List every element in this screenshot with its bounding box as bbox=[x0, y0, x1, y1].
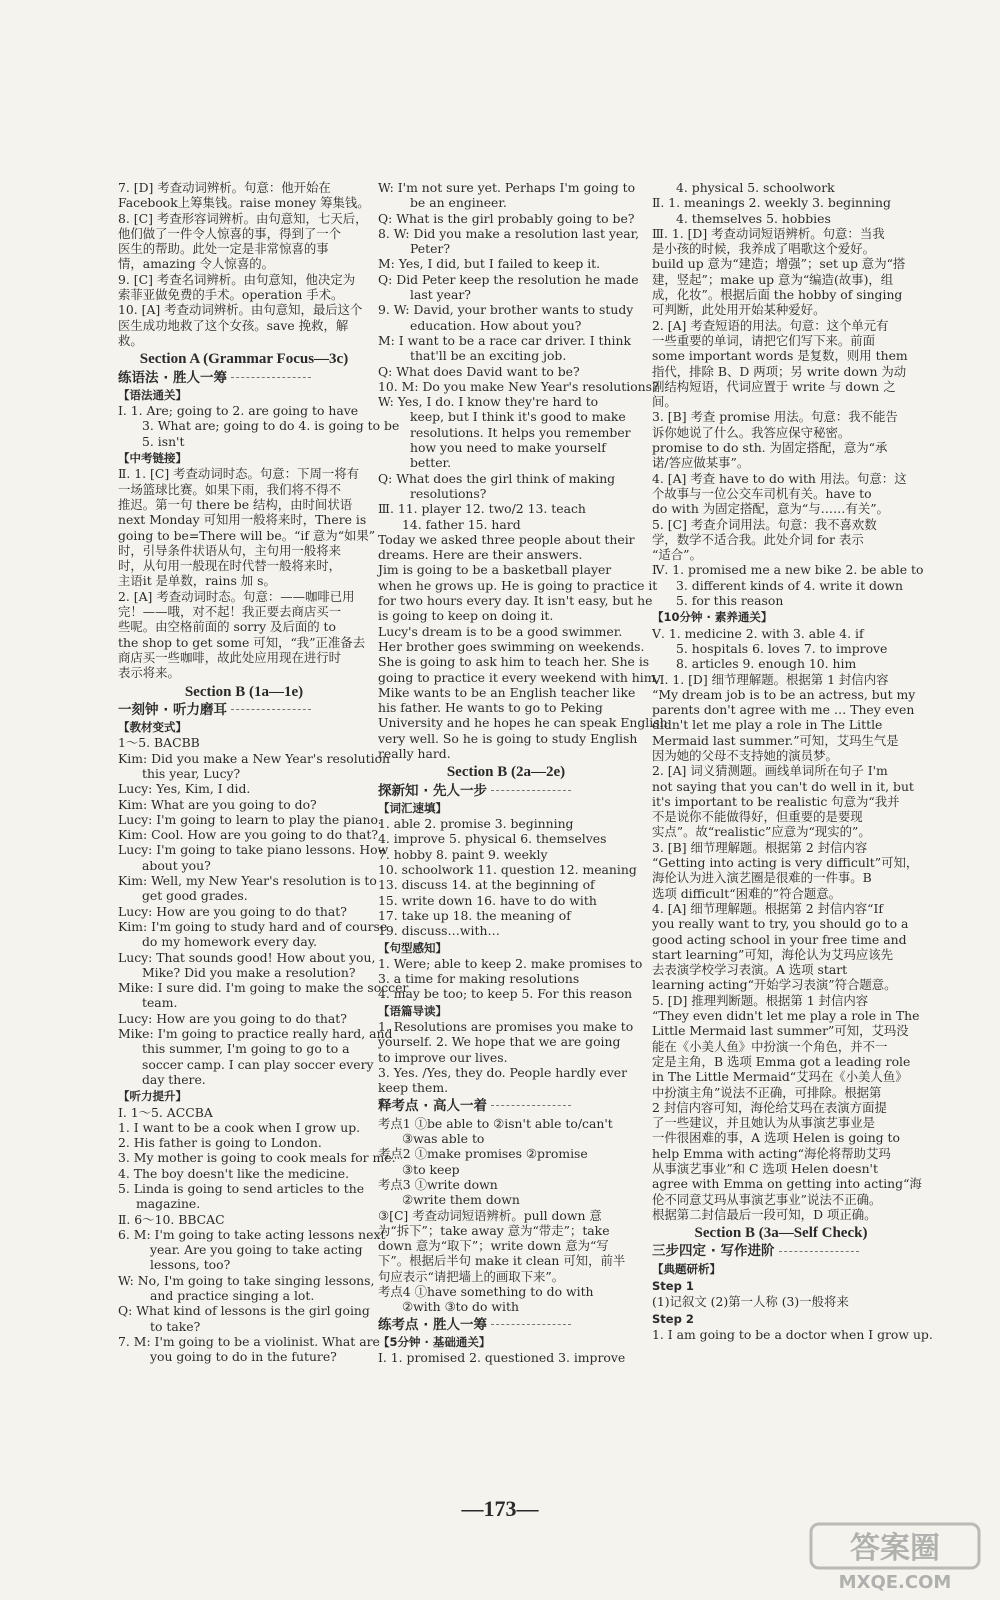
subsection-heading: 释考点 · 高人一着 bbox=[378, 1099, 634, 1114]
watermark-logo bbox=[805, 1518, 985, 1594]
text-line: and practice singing a lot. bbox=[150, 1288, 315, 1304]
text-line: the shop to get some 可知，“我”正准备去 bbox=[118, 634, 366, 650]
text-line: Mike: I sure did. I'm going to make the soccer bbox=[118, 980, 409, 996]
text-line: Jim is going to be a basketball player bbox=[378, 562, 612, 578]
text-line: Kim: Well, my New Year's resolution is to bbox=[118, 873, 377, 889]
text-line: 9. [C] 考查名词辨析。由句意知，他决定为 bbox=[118, 271, 356, 287]
text-line: 1. Were; able to keep 2. make promises to bbox=[378, 955, 643, 971]
text-line: 1. I want to be a cook when I grow up. bbox=[118, 1119, 361, 1135]
text-line: not saying that you can't do well in it, but bbox=[652, 778, 914, 794]
text-line: 可判断，此处用开始某种爱好。 bbox=[652, 302, 826, 318]
text-line: Facebook上筹集钱。raise money 筹集钱。 bbox=[118, 195, 370, 211]
text-line: 建，竖起”；make up 意为“编造(故事)，组 bbox=[652, 271, 894, 287]
text-line: last year? bbox=[410, 287, 471, 303]
text-line: 5. hospitals 6. loves 7. to improve bbox=[676, 640, 888, 656]
text-line: 推迟。第一句 there be 结构，由时间状语 bbox=[118, 496, 353, 512]
text-line: Lucy: I'm going to learn to play the piano. bbox=[118, 811, 382, 827]
text-line: Lucy: How are you going to do that? bbox=[118, 903, 347, 919]
text-line: “My dream job is to be an actress, but my bbox=[652, 686, 916, 702]
text-line: Lucy: I'm going to take piano lessons. How bbox=[118, 842, 389, 858]
text-line: Little Mermaid last summer”可知，艾玛没 bbox=[652, 1023, 909, 1039]
section-heading: Section B (1a—1e) bbox=[184, 683, 304, 700]
text-line: 诺/答应做某事”。 bbox=[652, 455, 750, 471]
column-middle bbox=[378, 180, 668, 1366]
text-line: 4. The boy doesn't like the medicine. bbox=[118, 1165, 350, 1181]
text-line: ③[C] 考查动词短语辨析。pull down 意 bbox=[378, 1207, 602, 1223]
text-line: 5. isn't bbox=[142, 433, 185, 449]
text-line: 救。 bbox=[118, 332, 143, 348]
text-line: 指代，排除 B、D 两项；另 write down 为动 bbox=[652, 363, 907, 379]
heading-rule bbox=[491, 790, 571, 791]
part-label: 【句型感知】 bbox=[378, 940, 447, 955]
text-line: Kim: Did you make a New Year's resolution bbox=[118, 750, 391, 766]
text-line: 1. Resolutions are promises you make to bbox=[378, 1019, 634, 1035]
text-line: 4. improve 5. physical 6. themselves bbox=[378, 831, 607, 847]
text-line: 定是主角，B 选项 Emma got a leading role bbox=[652, 1053, 911, 1069]
text-line: Lucy: That sounds good! How about you, bbox=[118, 949, 376, 965]
text-line: 17. take up 18. the meaning of bbox=[378, 907, 571, 923]
text-line: 1. I am going to be a doctor when I grow up. bbox=[652, 1326, 933, 1342]
subsection-heading: 练语法 · 胜人一筹 bbox=[118, 371, 370, 386]
column-left bbox=[118, 180, 409, 1365]
text-line: this year, Lucy? bbox=[142, 765, 241, 781]
text-line: 不是说你不能做得好，但重要的是要现 bbox=[652, 809, 863, 825]
text-line: W: I'm not sure yet. Perhaps I'm going to bbox=[378, 180, 636, 195]
text-line: 中扮演主角”说法不正确，可排除。根据第 bbox=[652, 1084, 882, 1100]
text-line: Kim: Cool. How are you going to do that? bbox=[118, 827, 378, 843]
part-label: 【中考链接】 bbox=[118, 451, 187, 466]
text-line: 为“拆下”；take away 意为“带走”；take bbox=[378, 1222, 610, 1238]
text-line: 14. father 15. hard bbox=[402, 516, 521, 532]
text-line: 3. What are; going to do 4. is going to be bbox=[142, 418, 400, 434]
text-line: about you? bbox=[142, 857, 211, 873]
heading-rule bbox=[231, 377, 311, 378]
text-line: 2 封信内容可知，海伦给艾玛在表演方面提 bbox=[652, 1099, 887, 1115]
text-line: education. How about you? bbox=[410, 317, 582, 333]
text-line: “适合”。 bbox=[652, 547, 702, 563]
svg-text:答案圈: 答案圈 bbox=[850, 1531, 940, 1566]
text-line: 一场篮球比赛。如果下雨，我们将不得不 bbox=[118, 481, 342, 497]
text-line: 选项 difficult“困难的”符合题意。 bbox=[652, 885, 842, 901]
text-line: 个故事与一位公交车司机有关。have to bbox=[652, 485, 872, 501]
text-line: really hard. bbox=[378, 745, 451, 761]
text-line: dreams. Here are their answers. bbox=[378, 547, 583, 563]
part-label: Step 2 bbox=[652, 1311, 694, 1326]
text-line: 伦不同意艾玛从事演艺事业”说法不正确。 bbox=[652, 1191, 882, 1207]
text-line: 3. a time for making resolutions bbox=[378, 971, 580, 987]
text-line: 19. discuss…with… bbox=[378, 923, 500, 939]
text-line: parents don't agree with me … They even bbox=[652, 702, 915, 718]
text-line: Q: What does the girl think of making bbox=[378, 470, 616, 486]
page-number: —173— bbox=[461, 1496, 539, 1521]
text-line: Q: What does David want to be? bbox=[378, 363, 580, 379]
column-right bbox=[652, 180, 933, 1342]
text-line: 完！——哦，对不起！我正要去商店买一 bbox=[118, 604, 342, 620]
text-line: Ⅴ. 1. medicine 2. with 3. able 4. if bbox=[652, 625, 864, 641]
section-heading: Section B (2a—2e) bbox=[446, 764, 566, 781]
text-line: 9. W: David, your brother wants to study bbox=[378, 302, 634, 318]
text-line: Q: What is the girl probably going to be? bbox=[378, 210, 635, 226]
text-line: Q: What kind of lessons is the girl going bbox=[118, 1303, 370, 1319]
text-line: how you need to make yourself bbox=[410, 440, 606, 456]
text-line: 海伦认为进入演艺圈是很难的一件事。B bbox=[652, 870, 872, 886]
text-line: in The Little Mermaid“艾玛在《小美人鱼》 bbox=[652, 1069, 908, 1085]
text-line: “They even didn't let me play a role in The bbox=[652, 1008, 920, 1024]
text-line: next Monday 可知用一般将来时，There is bbox=[118, 512, 367, 528]
subsection-heading: 一刻钟 · 听力磨耳 bbox=[118, 703, 370, 718]
text-line: Q: Did Peter keep the resolution he made bbox=[378, 271, 639, 287]
text-line: Ⅰ. 1. promised 2. questioned 3. improve bbox=[378, 1350, 626, 1366]
text-line: 医生成功地救了这个女孩。save 挽救，解 bbox=[118, 317, 349, 333]
text-line: you going to do in the future? bbox=[150, 1349, 337, 1365]
text-line: 实点”。故“realistic”应意为“现实的”。 bbox=[652, 824, 871, 840]
text-line: 1～5. BACBB bbox=[118, 735, 200, 751]
text-line: 能在《小美人鱼》中扮演一个角色，并不一 bbox=[652, 1038, 888, 1054]
text-line: Lucy: Yes, Kim, I did. bbox=[118, 781, 251, 797]
text-line: 成，化妆”。根据后面 the hobby of singing bbox=[652, 287, 903, 303]
text-line: 间。 bbox=[652, 394, 677, 410]
text-line: 3. My mother is going to cook meals for me. bbox=[118, 1150, 396, 1166]
text-line: when he grows up. He is going to practice it bbox=[378, 577, 658, 593]
text-line: very well. So he is going to study English bbox=[378, 730, 638, 746]
text-line: start learning”可知，海伦认为艾玛应该先 bbox=[652, 946, 894, 962]
text-line: Kim: I'm going to study hard and of course bbox=[118, 918, 388, 934]
text-line: learning acting“开始学习表演”符合题意。 bbox=[652, 977, 897, 993]
part-label: 【词汇速填】 bbox=[378, 800, 447, 815]
text-line: keep them. bbox=[378, 1080, 449, 1096]
text-line: 时，从句用一般现在时代替一般将来时， bbox=[118, 558, 342, 574]
text-line: going to be=There will be。“if 意为“如果” bbox=[118, 527, 376, 543]
text-line: Mike: I'm going to practice really hard, and bbox=[118, 1026, 393, 1042]
text-line: 8. articles 9. enough 10. him bbox=[676, 656, 857, 672]
text-line: 学，数学不适合我。此处介词 for 表示 bbox=[652, 531, 864, 547]
heading-rule bbox=[779, 1251, 859, 1252]
text-line: going to practice it every weekend with him. bbox=[378, 669, 660, 685]
text-line: Peter? bbox=[410, 241, 450, 257]
text-line: soccer camp. I can play soccer every bbox=[142, 1056, 374, 1072]
text-line: do with 为固定搭配，意为“与……有关”。 bbox=[652, 501, 889, 517]
text-line: 4. physical 5. schoolwork bbox=[676, 180, 835, 195]
text-line: 7. hobby 8. paint 9. weekly bbox=[378, 846, 548, 862]
text-line: build up 意为“建造；增强”；set up 意为“搭 bbox=[652, 256, 906, 272]
text-line: good acting school in your free time and bbox=[652, 931, 907, 947]
text-line: get good grades. bbox=[142, 888, 248, 904]
text-line: Ⅱ. 1. meanings 2. weekly 3. beginning bbox=[652, 195, 891, 211]
text-line: Ⅲ. 11. player 12. two/2 13. teach bbox=[378, 501, 586, 517]
text-line: 5. [C] 考查介词用法。句意：我不喜欢数 bbox=[652, 516, 877, 532]
text-line: 3. [B] 考查 promise 用法。句意：我不能告 bbox=[652, 409, 898, 425]
part-label: 【语篇导读】 bbox=[378, 1003, 447, 1018]
text-line: Ⅰ. 1～5. ACCBA bbox=[118, 1104, 213, 1120]
text-line: 考点2 ①make promises ②promise bbox=[378, 1146, 588, 1162]
text-line: 主语it 是单数，rains 加 s。 bbox=[118, 573, 276, 589]
text-line: Lucy: How are you going to do that? bbox=[118, 1010, 347, 1026]
text-line: agree with Emma on getting into acting“海 bbox=[652, 1176, 922, 1192]
text-line: 2. [A] 考查动词时态。句意：——咖啡已用 bbox=[118, 588, 355, 604]
text-line: is going to keep on doing it. bbox=[378, 608, 554, 624]
text-line: some important words 是复数，则用 them bbox=[652, 348, 908, 364]
text-line: 1. able 2. promise 3. beginning bbox=[378, 816, 574, 832]
text-line: 8. W: Did you make a resolution last year, bbox=[378, 225, 640, 241]
text-line: 副结构短语，代词应置于 write 与 down 之 bbox=[652, 378, 896, 394]
text-line: 是小孩的时候，我养成了唱歌这个爱好。 bbox=[652, 241, 876, 257]
text-line: 句应表示“请把墙上的画取下来”。 bbox=[378, 1268, 565, 1284]
text-line: 诉你她说了什么。我答应保守秘密。 bbox=[652, 424, 851, 440]
section-heading: Section B (3a—Self Check) bbox=[694, 1225, 868, 1242]
text-line: 表示将来。 bbox=[118, 665, 180, 681]
text-line: do my homework every day. bbox=[142, 934, 318, 950]
text-line: University and he hopes he can speak English bbox=[378, 715, 668, 731]
text-line: Kim: What are you going to do? bbox=[118, 796, 317, 812]
text-line: 8. [C] 考查形容词辨析。由句意知，七天后， bbox=[118, 210, 368, 226]
text-line: it's important to be realistic 句意为“我并 bbox=[652, 793, 900, 809]
text-line: Ⅰ. 1. Are; going to 2. are going to have bbox=[118, 403, 359, 419]
text-line: Ⅱ. 6～10. BBCAC bbox=[118, 1211, 225, 1227]
text-line: (1)记叙文 (2)第一人称 (3)一般将来 bbox=[652, 1294, 849, 1310]
part-label: 【5分钟 · 基础通关】 bbox=[378, 1334, 491, 1349]
text-line: 3. different kinds of 4. write it down bbox=[676, 577, 903, 593]
text-line: 时，引导条件状语从句，主句用一般将来 bbox=[118, 542, 342, 558]
text-line: for two hours every day. It isn't easy, but he bbox=[378, 593, 653, 609]
text-line: M: Yes, I did, but I failed to keep it. bbox=[378, 256, 601, 272]
text-line: 4. may be too; to keep 5. For this reason bbox=[378, 986, 633, 1002]
text-line: his father. He wants to go to Peking bbox=[378, 700, 603, 716]
text-line: 他们做了一件令人惊喜的事，得到了一个 bbox=[118, 225, 342, 241]
text-line: 医生的帮助。此处一定是非常惊喜的事 bbox=[118, 241, 329, 257]
subsection-heading: 三步四定 · 写作进阶 bbox=[652, 1244, 910, 1259]
text-line: Mermaid last summer.”可知，艾玛生气是 bbox=[652, 732, 899, 748]
part-label: 【听力提升】 bbox=[118, 1089, 187, 1104]
text-line: 15. write down 16. have to do with bbox=[378, 892, 597, 908]
text-line: Mike wants to be an English teacher like bbox=[378, 684, 636, 700]
text-line: 一件很困难的事，A 选项 Helen is going to bbox=[652, 1130, 900, 1146]
text-line: She is going to ask him to teach her. She is bbox=[378, 654, 650, 670]
text-line: to take? bbox=[150, 1318, 201, 1334]
text-line: 5. for this reason bbox=[676, 593, 784, 609]
text-line: 商店买一些咖啡，故此处应用现在进行时 bbox=[118, 649, 342, 665]
text-line: ②with ③to do with bbox=[402, 1299, 519, 1315]
text-line: M: I want to be a race car driver. I think bbox=[378, 332, 631, 348]
text-line: 考点1 ①be able to ②isn't able to/can't bbox=[378, 1115, 613, 1131]
text-line: Ⅱ. 1. [C] 考查动词时态。句意：下周一将有 bbox=[118, 466, 360, 482]
text-line: 2. [A] 考查短语的用法。句意：这个单元有 bbox=[652, 317, 889, 333]
text-line: Her brother goes swimming on weekends. bbox=[378, 638, 645, 654]
section-heading: Section A (Grammar Focus—3c) bbox=[139, 351, 349, 368]
text-line: 因为她的父母不支持她的演员梦。 bbox=[652, 747, 838, 763]
text-line: resolutions. It helps you remember bbox=[410, 424, 631, 440]
text-line: Ⅲ. 1. [D] 考查动词短语辨析。句意：当我 bbox=[652, 225, 885, 241]
text-line: 了一些建议，并且她认为从事演艺事业是 bbox=[652, 1115, 876, 1131]
text-line: Lucy's dream is to be a good swimmer. bbox=[378, 623, 623, 639]
text-line: “Getting into acting is very difficult”可知， bbox=[652, 855, 919, 871]
text-line: 考点4 ①have something to do with bbox=[378, 1284, 594, 1300]
text-line: lessons, too? bbox=[150, 1257, 231, 1273]
text-line: 3. [B] 细节理解题。根据第 2 封信内容 bbox=[652, 839, 868, 855]
heading-rule bbox=[491, 1324, 571, 1325]
text-line: Mike? Did you make a resolution? bbox=[142, 964, 356, 980]
text-line: to improve our lives. bbox=[378, 1049, 508, 1065]
text-line: Ⅳ. 1. promised me a new bike 2. be able to bbox=[652, 562, 924, 578]
text-line: 10. M: Do you make New Year's resolutions? bbox=[378, 378, 659, 394]
text-line: 4. [A] 考查 have to do with 用法。句意：这 bbox=[652, 470, 907, 486]
text-line: 2. His father is going to London. bbox=[118, 1135, 322, 1151]
text-line: 6. M: I'm going to take acting lessons next bbox=[118, 1226, 386, 1242]
text-line: this summer, I'm going to go to a bbox=[142, 1041, 350, 1057]
text-line: W: Yes, I do. I know they're hard to bbox=[378, 394, 599, 410]
text-line: 4. [A] 细节理解题。根据第 2 封信内容“If bbox=[652, 900, 883, 916]
text-line: ②write them down bbox=[402, 1192, 520, 1208]
text-line: ③was able to bbox=[402, 1131, 485, 1147]
text-line: 从事演艺事业”和 C 选项 Helen doesn't bbox=[652, 1161, 878, 1176]
text-line: 13. discuss 14. at the beginning of bbox=[378, 877, 595, 893]
text-line: day there. bbox=[142, 1071, 206, 1087]
heading-rule bbox=[491, 1105, 571, 1106]
text-line: team. bbox=[142, 995, 178, 1011]
text-line: down 意为“取下”；write down 意为“写 bbox=[378, 1238, 609, 1254]
text-line: 10. [A] 考查动词辨析。由句意知，最后这个 bbox=[118, 302, 363, 318]
text-line: 下”。根据后半句 make it clean 可知，前半 bbox=[378, 1253, 626, 1269]
text-line: you really want to try, you should go to a bbox=[652, 916, 909, 932]
text-line: resolutions? bbox=[410, 485, 487, 501]
text-line: magazine. bbox=[136, 1196, 201, 1212]
part-label: 【教材变式】 bbox=[118, 720, 187, 735]
part-label: 【10分钟 · 素养通关】 bbox=[652, 610, 773, 625]
text-line: 些呢。由空格前面的 sorry 及后面的 to bbox=[118, 619, 336, 635]
svg-text:MXQE.COM: MXQE.COM bbox=[838, 1572, 952, 1593]
text-line: year. Are you going to take acting bbox=[150, 1242, 363, 1258]
text-line: 2. [A] 词义猜测题。画线单词所在句子 I'm bbox=[652, 763, 888, 779]
text-line: didn't let me play a role in The Little bbox=[652, 717, 883, 733]
text-line: 7. M: I'm going to be a violinist. What are bbox=[118, 1333, 380, 1349]
text-line: 10. schoolwork 11. question 12. meaning bbox=[378, 862, 637, 878]
text-line: better. bbox=[410, 455, 452, 471]
text-line: help Emma with acting“海伦将帮助艾玛 bbox=[652, 1145, 891, 1161]
text-line: 考点3 ①write down bbox=[378, 1177, 498, 1192]
subsection-heading: 练考点 · 胜人一筹 bbox=[378, 1318, 634, 1333]
text-line: W: No, I'm going to take singing lessons, bbox=[118, 1272, 375, 1288]
text-line: 5. Linda is going to send articles to the bbox=[118, 1181, 365, 1196]
text-line: 5. [D] 推理判断题。根据第 1 封信内容 bbox=[652, 992, 869, 1008]
text-line: 根据第二封信最后一段可知，D 项正确。 bbox=[652, 1206, 877, 1222]
part-label: Step 1 bbox=[652, 1279, 694, 1294]
text-line: that'll be an exciting job. bbox=[410, 348, 567, 364]
text-line: keep, but I think it's good to make bbox=[410, 409, 626, 425]
part-label: 【语法通关】 bbox=[118, 387, 187, 402]
text-line: ③to keep bbox=[402, 1161, 460, 1177]
text-line: 索菲亚做免费的手术。operation 手术。 bbox=[118, 287, 344, 303]
text-line: 3. Yes. /Yes, they do. People hardly ever bbox=[378, 1064, 628, 1080]
text-line: be an engineer. bbox=[410, 195, 507, 211]
text-line: Ⅵ. 1. [D] 细节理解题。根据第 1 封信内容 bbox=[652, 671, 889, 687]
text-line: promise to do sth. 为固定搭配，意为“承 bbox=[652, 440, 888, 456]
text-line: 情，amazing 令人惊喜的。 bbox=[118, 256, 274, 272]
heading-rule bbox=[231, 709, 311, 710]
subsection-heading: 探新知 · 先人一步 bbox=[378, 784, 634, 799]
text-line: 4. themselves 5. hobbies bbox=[676, 210, 831, 226]
text-line: yourself. 2. We hope that we are going bbox=[378, 1034, 621, 1050]
text-line: 7. [D] 考查动词辨析。句意：他开始在 bbox=[118, 180, 331, 195]
part-label: 【典题研析】 bbox=[652, 1261, 721, 1276]
text-line: Today we asked three people about their bbox=[378, 531, 635, 547]
text-line: 去表演学校学习表演。A 选项 start bbox=[652, 962, 848, 978]
text-line: 一些重要的单词，请把它们写下来。前面 bbox=[652, 332, 876, 348]
